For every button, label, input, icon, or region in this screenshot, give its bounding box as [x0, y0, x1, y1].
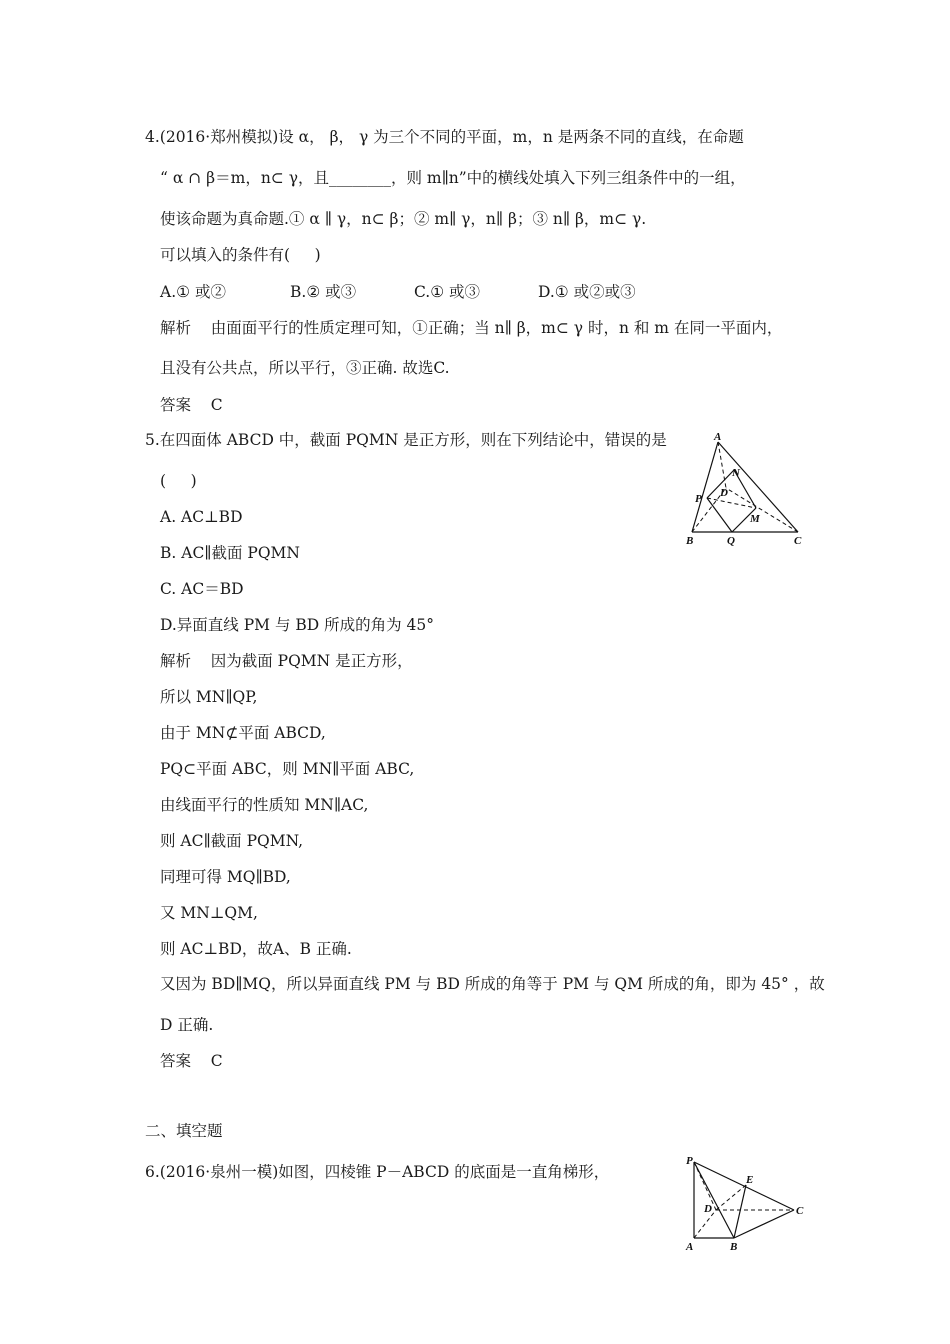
edge-be	[734, 1185, 746, 1238]
q4-line-3: 使该命题为真命题.① α ∥ γ，n⊂ β；② m∥ γ，n∥ β；③ n∥ β，m⊂ γ.	[160, 210, 647, 228]
q4-line-2: “ α ∩ β＝m，n⊂ γ，且________，则 m∥n”中的横线处填入下列三组条件中的一组，	[160, 169, 746, 187]
q4-option-b: B.② 或③	[290, 283, 357, 301]
q5-analysis-2: 所以 MN∥QP,	[160, 688, 258, 706]
label-a: A	[714, 431, 722, 443]
label-d: D	[720, 487, 728, 499]
q4-analysis-1: 解析 由面面平行的性质定理可知，①正确；当 n∥ β，m⊂ γ 时，n 和 m 在同一平面内，	[160, 319, 783, 337]
q4-answer: 答案 C	[160, 396, 223, 414]
pyramid-figure	[682, 1150, 812, 1254]
label-p: P	[695, 493, 702, 505]
label-e: E	[746, 1174, 754, 1186]
q4-option-a: A.① 或②	[160, 283, 226, 301]
label-m: M	[750, 513, 760, 525]
q5-answer: 答案 C	[160, 1052, 223, 1070]
label-a: A	[686, 1241, 694, 1253]
q5-analysis-10: 又因为 BD∥MQ，所以异面直线 PM 与 BD 所成的角等于 PM 与 QM 所成的角，即为 45° ，故	[160, 975, 825, 993]
q4-analysis-2: 且没有公共点，所以平行，③正确. 故选C.	[160, 359, 450, 377]
q5-analysis-7: 同理可得 MQ∥BD,	[160, 868, 291, 886]
q5-analysis-3: 由于 MN⊄平面 ABCD,	[160, 724, 326, 742]
q5-option-b: B. AC∥截面 PQMN	[160, 544, 300, 562]
q5-analysis-1: 解析 因为截面 PQMN 是正方形，	[160, 652, 413, 670]
q5-option-a: A. AC⊥BD	[160, 508, 243, 526]
q4-line-4: 可以填入的条件有( )	[160, 246, 321, 264]
tetrahedron-figure	[680, 430, 810, 550]
label-b: B	[730, 1241, 738, 1253]
q4-option-c: C.① 或③	[414, 283, 481, 301]
q5-option-d: D.异面直线 PM 与 BD 所成的角为 45°	[160, 616, 435, 634]
edge-cd	[726, 488, 798, 532]
label-p: P	[686, 1155, 693, 1167]
q5-option-c: C. AC＝BD	[160, 580, 244, 598]
q4-line-1: 4.(2016·郑州模拟)设 α， β， γ 为三个不同的平面，m，n 是两条不同的直线，在命题	[145, 128, 744, 146]
label-c: C	[794, 535, 802, 547]
label-n: N	[732, 467, 740, 479]
q4-option-d: D.① 或②或③	[538, 283, 636, 301]
label-b: B	[686, 535, 694, 547]
edge-bc	[734, 1210, 794, 1238]
label-q: Q	[727, 535, 735, 547]
q5-analysis-4: PQ⊂平面 ABC，则 MN∥平面 ABC,	[160, 760, 415, 778]
label-c: C	[796, 1205, 804, 1217]
label-d: D	[704, 1203, 712, 1215]
q5-line-1: 5.在四面体 ABCD 中，截面 PQMN 是正方形，则在下列结论中，错误的是	[145, 431, 667, 449]
q5-paren: ( )	[160, 472, 197, 490]
q5-analysis-5: 由线面平行的性质知 MN∥AC,	[160, 796, 369, 814]
q5-analysis-8: 又 MN⊥QM,	[160, 904, 258, 922]
q5-analysis-6: 则 AC∥截面 PQMN,	[160, 832, 304, 850]
q5-analysis-9: 则 AC⊥BD，故A、B 正确.	[160, 940, 352, 958]
edge-pq	[707, 498, 732, 532]
edge-ab	[692, 442, 718, 532]
q5-analysis-11: D 正确.	[160, 1016, 214, 1034]
q6-line-1: 6.(2016·泉州一模)如图，四棱锥 P－ABCD 的底面是一直角梯形，	[145, 1163, 610, 1181]
section-heading: 二、填空题	[145, 1122, 223, 1140]
